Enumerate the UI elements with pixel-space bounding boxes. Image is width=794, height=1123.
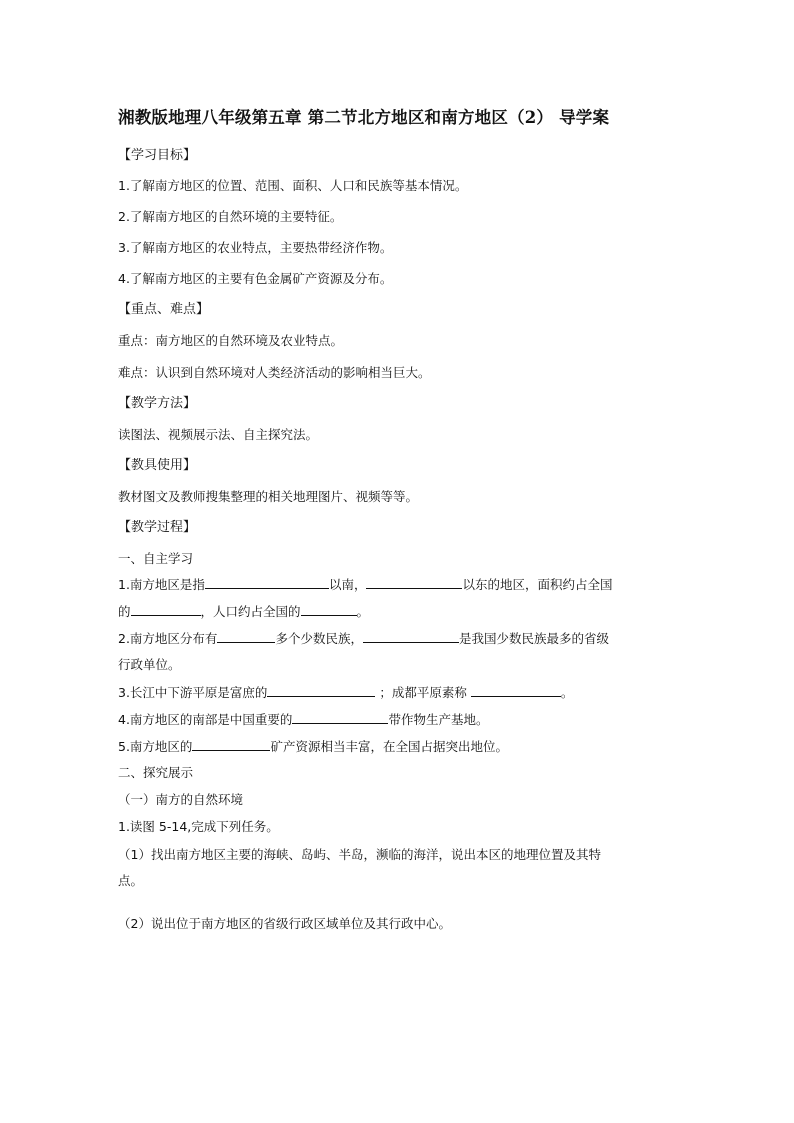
goals-heading: 【学习目标】	[118, 148, 197, 163]
goal-item-1: 1.了解南方地区的位置、范围、面积、人口和民族等基本情况。	[118, 178, 468, 193]
question-2-line-2: 行政单位。	[118, 657, 181, 672]
goal-item-2: 2.了解南方地区的自然环境的主要特征。	[118, 209, 343, 224]
task-1-line-1: （1）找出南方地区主要的海峡、岛屿、半岛，濒临的海洋，说出本区的地理位置及其特	[118, 847, 601, 862]
answer-blank[interactable]	[205, 576, 329, 589]
answer-blank[interactable]	[192, 738, 270, 751]
question-1-line-2: 的 ，人口约占全国的 。	[118, 604, 370, 619]
question-1-line-1: 1.南方地区是指 以南， 以东的地区，面积约占全国	[118, 577, 613, 592]
answer-blank[interactable]	[301, 603, 357, 616]
difficulty-text: 难点：认识到自然环境对人类经济活动的影响相当巨大。	[118, 365, 431, 380]
answer-blank[interactable]	[217, 630, 275, 643]
answer-blank[interactable]	[292, 711, 388, 724]
part1-heading: 一、自主学习	[118, 551, 194, 566]
question-5: 5.南方地区的 矿产资源相当丰富，在全国占据突出地位。	[118, 739, 508, 754]
question-3: 3.长江中下游平原是富庶的 ；成都平原素称 。	[118, 685, 574, 700]
question-2-line-1: 2.南方地区分布有 多个少数民族， 是我国少数民族最多的省级	[118, 631, 609, 646]
question-4: 4.南方地区的南部是中国重要的 带作物生产基地。	[118, 712, 489, 727]
tools-heading: 【教具使用】	[118, 458, 197, 473]
methods-heading: 【教学方法】	[118, 396, 197, 411]
task-instruction: 1.读图 5-14,完成下列任务。	[118, 819, 279, 834]
answer-blank[interactable]	[363, 630, 459, 643]
task-2: （2）说出位于南方地区的省级行政区域单位及其行政中心。	[118, 916, 451, 931]
task-1-line-2: 点。	[118, 873, 144, 888]
answer-blank[interactable]	[131, 603, 201, 616]
goal-item-4: 4.了解南方地区的主要有色金属矿产资源及分布。	[118, 271, 393, 286]
document-title: 湘教版地理八年级第五章 第二节北方地区和南方地区（2） 导学案	[118, 108, 610, 127]
subsection-1-heading: （一）南方的自然环境	[118, 792, 244, 807]
focus-text: 重点：南方地区的自然环境及农业特点。	[118, 333, 344, 348]
process-heading: 【教学过程】	[118, 520, 197, 535]
answer-blank[interactable]	[366, 576, 462, 589]
tools-text: 教材图文及教师搜集整理的相关地理图片、视频等等。	[118, 489, 419, 504]
part2-heading: 二、探究展示	[118, 765, 194, 780]
keypoints-heading: 【重点、难点】	[118, 302, 210, 317]
methods-text: 读图法、视频展示法、自主探究法。	[118, 427, 319, 442]
answer-blank[interactable]	[267, 684, 375, 697]
answer-blank[interactable]	[471, 684, 561, 697]
goal-item-3: 3.了解南方地区的农业特点，主要热带经济作物。	[118, 240, 393, 255]
